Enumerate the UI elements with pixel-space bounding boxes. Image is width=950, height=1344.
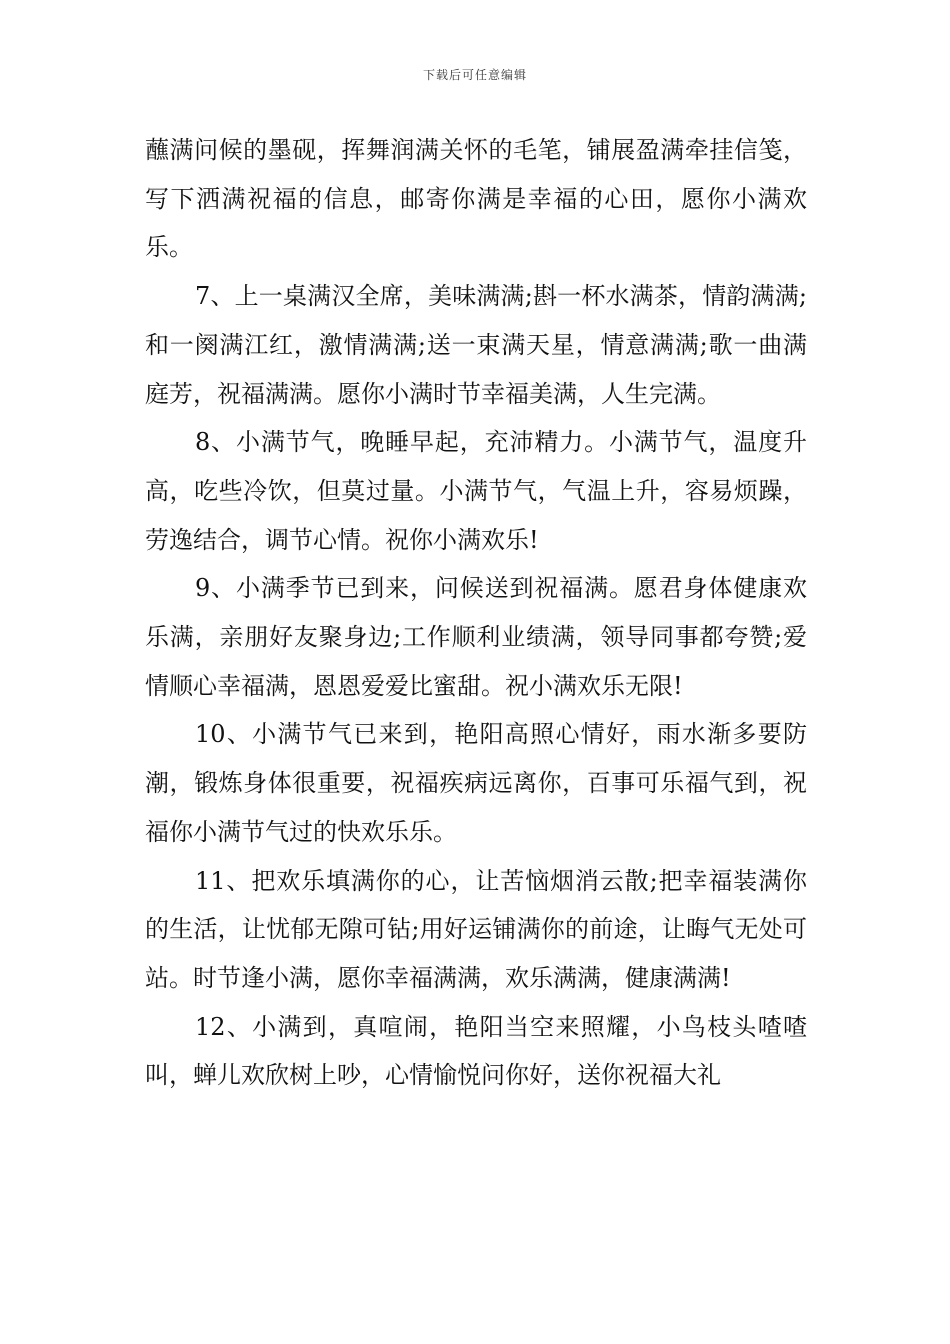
paragraph-item-7: 7、上一桌满汉全席，美味满满;斟一杯水满茶，情韵满满;和一阕满江红，激情满满;送一束满天星，情意满满;歌一曲满庭芳，祝福满满。愿你小满时节幸福美满，人生完满。 [145,282,807,408]
document-body [145,126,807,1100]
paragraph-item-11: 11、把欢乐填满你的心，让苦恼烟消云散;把幸福装满你的生活，让忧郁无隙可钻;用好运铺满你的前途，让晦气无处可站。时节逢小满，愿你幸福满满，欢乐满满，健康满满! [145,866,807,992]
paragraph-item-9: 9、小满季节已到来，问候送到祝福满。愿君身体健康欢乐满，亲朋好友聚身边;工作顺利业绩满，领导同事都夸赞;爱情顺心幸福满，恩恩爱爱比蜜甜。祝小满欢乐无限! [145,574,807,700]
paragraph-continued: 蘸满问候的墨砚，挥舞润满关怀的毛笔，铺展盈满牵挂信笺，写下洒满祝福的信息，邮寄你满是幸福的心田，愿你小满欢乐。 [145,136,807,262]
paragraph-item-10: 10、小满节气已来到，艳阳高照心情好，雨水渐多要防潮，锻炼身体很重要，祝福疾病远离你，百事可乐福气到，祝福你小满节气过的快欢乐乐。 [145,720,807,846]
page-header: 下载后可任意编辑 [422,68,527,82]
paragraph-item-8: 8、小满节气，晚睡早起，充沛精力。小满节气，温度升高，吃些冷饮，但莫过量。小满节气，气温上升，容易烦躁，劳逸结合，调节心情。祝你小满欢乐! [145,428,807,554]
paragraph-item-12: 12、小满到，真喧闹，艳阳当空来照耀，小鸟枝头喳喳叫，蝉儿欢欣树上吵，心情愉悦问你好，送你祝福大礼 [145,1012,807,1090]
